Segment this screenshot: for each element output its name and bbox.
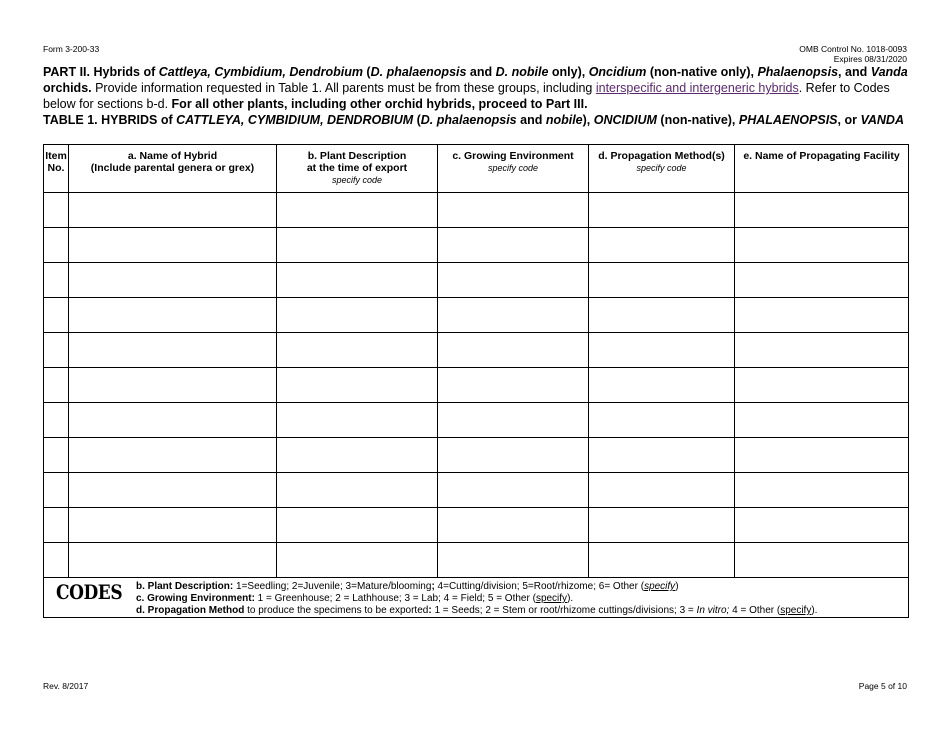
form-number: Form 3-200-33 [43,44,100,54]
hybrid-name-field[interactable] [69,438,277,473]
hybrids-link[interactable]: interspecific and intergeneric hybrids [595,81,799,95]
propagating-facility-field[interactable] [735,228,909,263]
codes-label: CODES [56,580,123,604]
hybrid-name-field[interactable] [69,508,277,543]
hybrid-name-field[interactable] [69,263,277,298]
propagation-method-field[interactable] [589,263,735,298]
growing-environment-field[interactable] [438,368,589,403]
plant-description-field[interactable] [277,263,438,298]
growing-environment-field[interactable] [438,228,589,263]
hybrid-name-field[interactable] [69,193,277,228]
hybrids-table [43,144,909,618]
propagating-facility-field[interactable] [735,403,909,438]
codes-propagation-method: d. Propagation Method to produce the specimens to be exported: 1 = Seeds; 2 = Stem or root/rhizome cuttings/divisions; 3 = In vitro; 4 = Other (specify). [136,605,818,616]
item-no-field[interactable] [44,473,69,508]
item-no-field[interactable] [44,263,69,298]
propagation-method-field[interactable] [589,298,735,333]
growing-environment-field[interactable] [438,263,589,298]
propagating-facility-field[interactable] [735,298,909,333]
item-no-field[interactable] [44,333,69,368]
growing-environment-field[interactable] [438,298,589,333]
expiration-date: Expires 08/31/2020 [833,54,907,64]
propagating-facility-field[interactable] [735,473,909,508]
col-plant-description: b. Plant Description at the time of export specify code [277,145,438,193]
item-no-field[interactable] [44,228,69,263]
propagating-facility-field[interactable] [735,508,909,543]
table-header-row [44,145,909,193]
growing-environment-field[interactable] [438,403,589,438]
propagating-facility-field[interactable] [735,543,909,578]
table-title: TABLE 1. HYBRIDS of CATTLEYA, CYMBIDIUM, DENDROBIUM (D. phalaenopsis and nobile), ONCIDIUM (non-native), PHALAENOPSIS, or VANDA [43,113,904,127]
plant-description-field[interactable] [277,403,438,438]
part-ii-instructions: PART II. Hybrids of Cattleya, Cymbidium, Dendrobium (D. phalaenopsis and D. nobile only), Oncidium (non-native only), Phalaenopsis, and Vanda orchids. Provide information requested in Table 1. All parents must be from these groups, including interspecific and intergeneric hybrids. Refer to Codes below for sections b-d. For all other plants, including other orchid hybrids, proceed to Part III. [43,65,908,111]
plant-description-field[interactable] [277,298,438,333]
omb-control-number: OMB Control No. 1018-0093 [799,44,907,54]
table-row [44,508,909,543]
growing-environment-field[interactable] [438,193,589,228]
propagating-facility-field[interactable] [735,368,909,403]
hybrid-name-field[interactable] [69,333,277,368]
col-propagating-facility: e. Name of Propagating Facility [735,145,909,193]
table-row [44,333,909,368]
propagating-facility-field[interactable] [735,438,909,473]
propagation-method-field[interactable] [589,193,735,228]
growing-environment-field[interactable] [438,438,589,473]
propagation-method-field[interactable] [589,438,735,473]
table-row [44,438,909,473]
revision-date: Rev. 8/2017 [43,681,89,691]
plant-description-field[interactable] [277,473,438,508]
codes-plant-description: b. Plant Description: 1=Seedling; 2=Juvenile; 3=Mature/blooming; 4=Cutting/division; 5=Root/rhizome; 6= Other (specify) [136,581,679,592]
table-row [44,403,909,438]
col-propagation-method: d. Propagation Method(s) specify code [589,145,735,193]
plant-description-field[interactable] [277,228,438,263]
propagation-method-field[interactable] [589,228,735,263]
growing-environment-field[interactable] [438,473,589,508]
col-name-of-hybrid: a. Name of Hybrid (Include parental genera or grex) [69,145,277,193]
propagating-facility-field[interactable] [735,333,909,368]
page-number: Page 5 of 10 [858,681,907,691]
propagation-method-field[interactable] [589,543,735,578]
propagating-facility-field[interactable] [735,263,909,298]
plant-description-field[interactable] [277,543,438,578]
plant-description-field[interactable] [277,368,438,403]
omb-info [799,44,907,64]
codes-growing-environment: c. Growing Environment: 1 = Greenhouse; 2 = Lathhouse; 3 = Lab; 4 = Field; 5 = Other (specify). [136,593,574,604]
table-row [44,193,909,228]
table-row [44,473,909,508]
item-no-field[interactable] [44,438,69,473]
propagation-method-field[interactable] [589,333,735,368]
propagating-facility-field[interactable] [735,193,909,228]
col-item-no: Item No. [44,145,69,193]
table-row [44,368,909,403]
table-row [44,263,909,298]
growing-environment-field[interactable] [438,333,589,368]
item-no-field[interactable] [44,193,69,228]
hybrid-name-field[interactable] [69,473,277,508]
plant-description-field[interactable] [277,333,438,368]
hybrid-name-field[interactable] [69,298,277,333]
table-row [44,298,909,333]
codes-row [44,578,909,618]
propagation-method-field[interactable] [589,403,735,438]
item-no-field[interactable] [44,368,69,403]
table-row [44,543,909,578]
hybrid-name-field[interactable] [69,543,277,578]
codes-legend [136,581,817,617]
propagation-method-field[interactable] [589,508,735,543]
col-growing-environment: c. Growing Environment specify code [438,145,589,193]
hybrid-name-field[interactable] [69,228,277,263]
item-no-field[interactable] [44,508,69,543]
item-no-field[interactable] [44,298,69,333]
plant-description-field[interactable] [277,193,438,228]
plant-description-field[interactable] [277,508,438,543]
growing-environment-field[interactable] [438,543,589,578]
hybrid-name-field[interactable] [69,368,277,403]
propagation-method-field[interactable] [589,473,735,508]
propagation-method-field[interactable] [589,368,735,403]
item-no-field[interactable] [44,543,69,578]
plant-description-field[interactable] [277,438,438,473]
table-row [44,228,909,263]
item-no-field[interactable] [44,403,69,438]
growing-environment-field[interactable] [438,508,589,543]
hybrid-name-field[interactable] [69,403,277,438]
